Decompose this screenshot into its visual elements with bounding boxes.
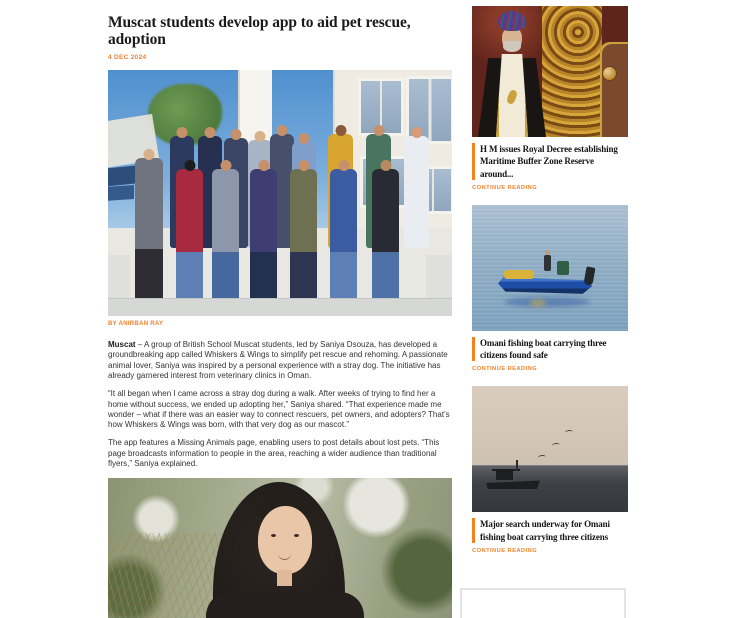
sidebar-headline[interactable]: H M issues Royal Decree establishing Maritime Buffer Zone Reserve around... bbox=[472, 143, 628, 180]
boat-mast bbox=[516, 460, 518, 471]
sidebar-item bbox=[472, 205, 628, 373]
continue-reading-link[interactable]: CONTINUE READING bbox=[472, 366, 538, 373]
person-figure bbox=[250, 169, 277, 303]
person-figure bbox=[290, 169, 317, 303]
sidebar-widget-box bbox=[460, 588, 626, 618]
person-figure bbox=[176, 169, 203, 303]
engine-box bbox=[557, 261, 569, 275]
person-figure bbox=[135, 158, 163, 305]
hero-image-students-group-photo bbox=[108, 70, 452, 316]
article-title: Muscat students develop app to aid pet rescue, adoption bbox=[108, 14, 411, 49]
sidebar-item bbox=[472, 386, 628, 554]
person-figure bbox=[372, 169, 399, 303]
boat-cabin bbox=[496, 471, 513, 480]
article-date: 4 DEC 2024 bbox=[108, 54, 147, 62]
sidebar-image-blue-fishing-boat[interactable] bbox=[472, 205, 628, 331]
article-paragraph bbox=[108, 389, 452, 430]
paragraph-text: The app features a Missing Animals page, enabling users to post details about lost pets. “This page broadcasts information to people in the area, reaching a wider audience than traditional flyers,” Saniya explained. bbox=[108, 438, 440, 469]
sidebar-headline[interactable]: Major search underway for Omani fishing boat carrying three citizens bbox=[472, 518, 628, 543]
article-paragraph bbox=[108, 438, 452, 469]
boat-cargo bbox=[504, 270, 534, 279]
person-figure bbox=[212, 169, 239, 303]
beard bbox=[503, 41, 521, 52]
article-column bbox=[108, 0, 452, 618]
boat-reflection bbox=[504, 297, 590, 307]
article-paragraph bbox=[108, 340, 452, 381]
yellow-reflection bbox=[530, 299, 546, 307]
blue-canopy bbox=[108, 185, 134, 201]
related-news-sidebar bbox=[472, 6, 628, 568]
paragraph-text: “It all began when I came across a stray dog during a walk. After weeks of trying to find her a home without success, we ended up adopting her,” Saniya shared. “That experience made me wonder – what if there was an easier way to connect rescuers, pet owners, and adopters? That’s how Whiskers & Wings was born, with that very dog as our mascot.” bbox=[108, 389, 450, 430]
dusk-sky bbox=[472, 386, 628, 465]
steps bbox=[108, 298, 452, 316]
turban bbox=[498, 11, 526, 31]
person-shoulders bbox=[206, 592, 364, 618]
sidebar-headline[interactable]: Omani fishing boat carrying three citizens found safe bbox=[472, 337, 628, 362]
throne-panel bbox=[600, 42, 628, 137]
paragraph-text: – A group of British School Muscat students, led by Saniya Dsouza, has developed a groundbreaking app called Whiskers & Wings to simplify pet rescue and rehoming. A passionate animal lover, Saniya was inspired by a personal experience with a stray dog. The initiative has already garnered interest from veterinary clinics in Oman. bbox=[108, 340, 448, 380]
article-byline: BY ANIRBAN RAY bbox=[108, 321, 164, 328]
continue-reading-link[interactable]: CONTINUE READING bbox=[472, 184, 538, 191]
inline-image-saniya-portrait bbox=[108, 478, 452, 618]
person-figure bbox=[404, 136, 429, 248]
paragraph-lead: Muscat bbox=[108, 340, 136, 350]
sidebar-image-sultan-portrait[interactable] bbox=[472, 6, 628, 137]
sidebar-item bbox=[472, 6, 628, 191]
sidebar-image-boat-at-dusk[interactable] bbox=[472, 386, 628, 512]
person-figure bbox=[330, 169, 357, 303]
gold-medallion bbox=[602, 66, 617, 81]
fisherman bbox=[544, 255, 551, 271]
gold-ornament bbox=[542, 6, 602, 137]
continue-reading-link[interactable]: CONTINUE READING bbox=[472, 548, 538, 555]
person-neck bbox=[277, 570, 292, 586]
person-face bbox=[258, 506, 312, 574]
